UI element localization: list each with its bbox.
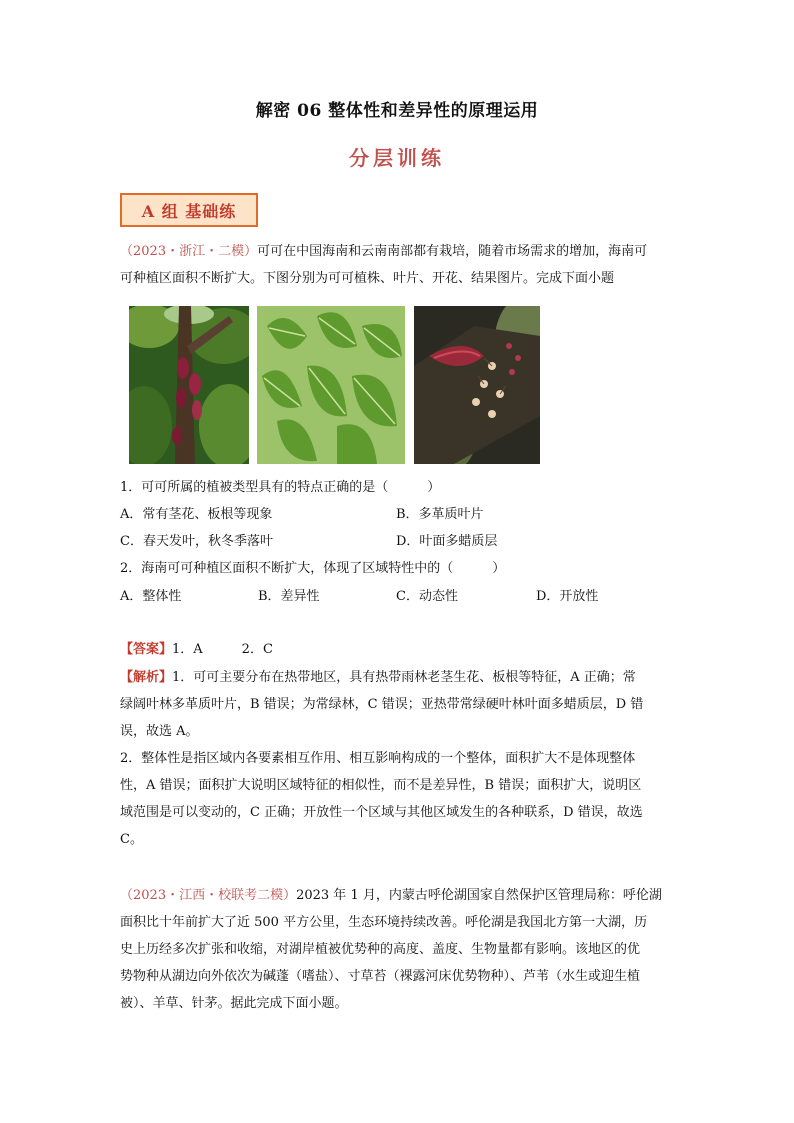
analysis-line: 性，A 错误；面积扩大说明区域特征的相似性，而不是差异性，B 错误；面积扩大，说明区 [120, 778, 642, 793]
intro-line: 势物种从湖边向外依次为碱蓬（嗜盐）、寸草苔（裸露河床优势物种）、芦苇（水生或迎生植 [120, 969, 641, 984]
analysis-line: C。 [120, 832, 143, 847]
group-label: A 组 基础练 [141, 201, 237, 221]
question-1-option-c: C．春天发叶，秋冬季落叶 [120, 534, 273, 549]
answer-label: 【答案】 [120, 642, 173, 657]
analysis-line: 1．可可主要分布在热带地区，具有热带雨林老茎生花、板根等特征，A 正确；常 [172, 670, 636, 685]
page-title: 解密 06 整体性和差异性的原理运用 [255, 101, 539, 121]
analysis-line: 域范围是可以变动的，C 正确；开放性一个区域与其他区域发生的各种联系，D 错误，故选 [120, 805, 643, 820]
analysis-block [120, 664, 676, 853]
source-tag: （2023・浙江・二模） [120, 244, 258, 259]
source-tag: （2023・江西・校联考二模） [120, 888, 297, 903]
question-2-stem: 2．海南可可种植区面积不断扩大，体现了区域特性中的（ ） [120, 561, 506, 576]
intro-line: 可可在中国海南和云南南部都有栽培，随着市场需求的增加，海南可 [257, 244, 648, 259]
analysis-line: 绿阔叶林多革质叶片，B 错误；为常绿林，C 错误；亚热带常绿硬叶林叶面多蜡质层，D 错 [120, 697, 644, 712]
intro-line: 面积比十年前扩大了近 500 平方公里，生态环境持续改善。呼伦湖是我国北方第一大湖，历 [120, 915, 648, 930]
question-2-option-a: A．整体性 [120, 589, 182, 604]
cocoa-plant-photo [129, 306, 249, 464]
question-1-stem: 1．可可所属的植被类型具有的特点正确的是（ ） [120, 480, 441, 495]
question-2-option-c: C．动态性 [396, 589, 458, 604]
answer-line [120, 640, 273, 660]
question-1-option-a: A．常有茎花、板根等现象 [120, 507, 273, 522]
intro-paragraph-2 [120, 882, 676, 1017]
analysis-line: 2．整体性是指区域内各要素相互作用、相互影响构成的一个整体，面积扩大不是体现整体 [120, 751, 636, 766]
group-label-box [120, 193, 258, 227]
question-2-option-b: B．差异性 [258, 589, 320, 604]
intro-line: 史上历经多次扩张和收缩，对湖岸植被优势种的高度、盖度、生物量都有影响。该地区的优 [120, 942, 641, 957]
intro-line: 2023 年 1 月，内蒙古呼伦湖国家自然保护区管理局称：呼伦湖 [296, 888, 662, 903]
question-2-option-d: D．开放性 [536, 589, 599, 604]
analysis-line: 误，故选 A。 [120, 724, 199, 739]
analysis-label: 【解析】 [120, 670, 173, 685]
intro-line: 可种植区面积不断扩大。下图分别为可可植株、叶片、开花、结果图片。完成下面小题 [120, 271, 615, 286]
page-subtitle: 分层训练 [349, 146, 445, 170]
question-1-option-d: D．叶面多蜡质层 [396, 534, 498, 549]
answer-text: 1．A 2．C [172, 642, 273, 657]
intro-line: 被）、羊草、针茅。据此完成下面小题。 [120, 996, 348, 1011]
cocoa-leaf-photo [257, 306, 405, 464]
intro-paragraph-1 [120, 238, 676, 292]
cocoa-flower-fruit-photo [414, 306, 540, 464]
question-1-option-b: B．多革质叶片 [396, 507, 484, 522]
